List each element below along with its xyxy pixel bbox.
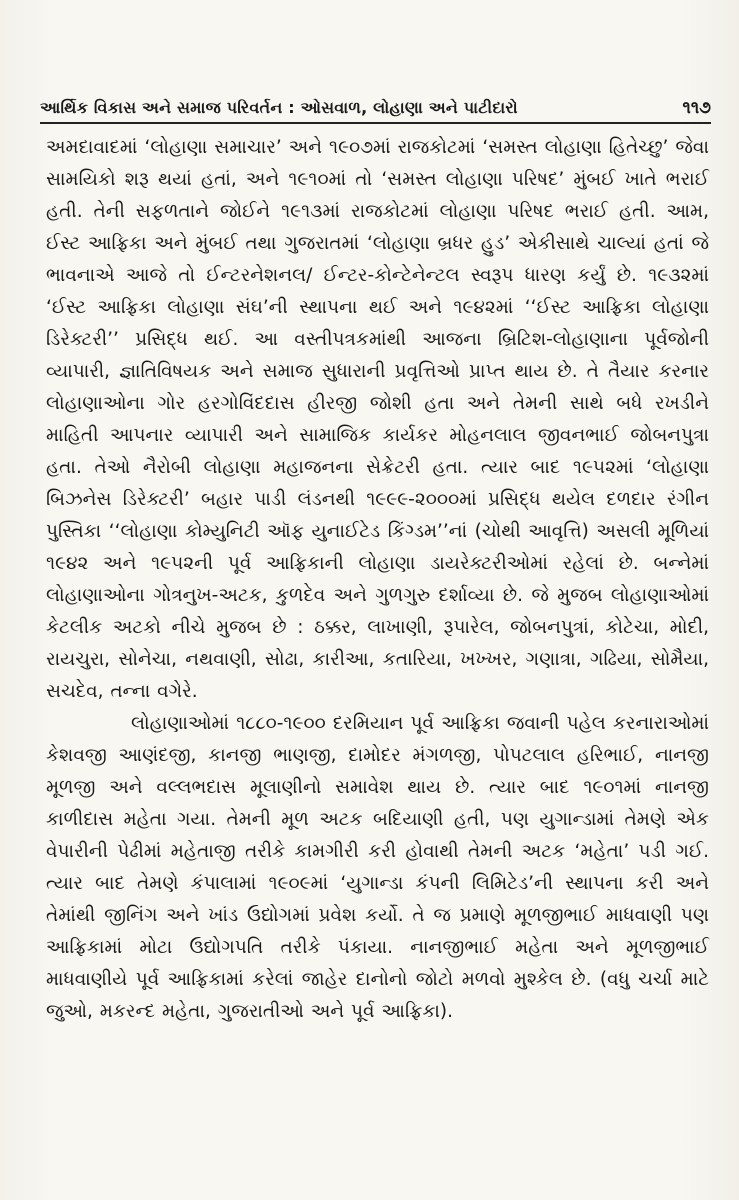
body-text [46,132,709,1164]
header-divider [40,122,711,124]
running-header [40,84,711,118]
chapter-title: આર્થિક વિકાસ અને સમાજ પરિવર્તન : ઓસવાળ, લોહાણા અને પાટીદારો [40,98,518,117]
page-number: ૧૧૭ [682,98,711,118]
paragraph-2: લોહાણાઓમાં ૧૮૮૦-૧૯૦૦ દરમિયાન પૂર્વ આફ્રિકા જવાની પહેલ કરનારાઓમાં કેશવજી આણંદજી, કાનજી ભાણજી, દામોદર મંગળજી, પોપટલાલ હરિભાઈ, નાનજી મૂળજી અને વલ્લભદાસ મૂલાણીનો સમાવેશ થાય છે. ત્યાર બાદ ૧૯૦૧માં નાનજી કાળીદાસ મહેતા ગયા. તેમની મૂળ અટક બદિયાણી હતી, પણ યુગાન્ડામાં તેમણે એક વેપારીની પેઢીમાં મહેતાજી તરીકે કામગીરી કરી હોવાથી તેમની અટક ‘મહેતા’ પડી ગઈ. ત્યાર બાદ તેમણે કંપાલામાં ૧૯૦૯માં ‘યુગાન્ડા કંપની લિમિટેડ’ની સ્થાપના કરી અને તેમાંથી જીનિંગ અને ખાંડ ઉદ્યોગમાં પ્રવેશ કર્યો. તે જ પ્રમાણે મૂળજીભાઈ માધવાણી પણ આફ્રિકામાં મોટા ઉદ્યોગપતિ તરીકે પંકાયા. નાનજીભાઈ મહેતા અને મૂળજીભાઈ માધવાણીયે પૂર્વ આફ્રિકામાં કરેલાં જાહેર દાનોનો જોટો મળવો મુશ્કેલ છે. (વધુ ચર્ચા માટે જુઓ, મકરન્દ મહેતા, ગુજરાતીઓ અને પૂર્વ આફ્રિકા). [46,713,709,1022]
paragraph-1: અમદાવાદમાં ‘લોહાણા સમાચાર’ અને ૧૯૦૭માં રાજકોટમાં ‘સમસ્ત લોહાણા હિતેચ્છુ’ જેવા સામયિકો શરૂ થયાં હતાં, અને ૧૯૧૦માં તો ‘સમસ્ત લોહાણા પરિષદ’ મુંબઈ ખાતે ભરાઈ હતી. તેની સફળતાને જોઈને ૧૯૧૩માં રાજકોટમાં લોહાણા પરિષદ ભરાઈ હતી. આમ, ઈસ્ટ આફ્રિકા અને મુંબઈ તથા ગુજરાતમાં ‘લોહાણા બ્રધર હુડ’ એકીસાથે ચાલ્યાં હતાં જે ભાવનાએ આજે તો ઈન્ટરનેશનલ/ ઈન્ટર-કોન્ટેનેન્ટલ સ્વરૂપ ધારણ કર્યું છે. ૧૯૩૨માં ‘ઈસ્ટ આફ્રિકા લોહાણા સંઘ’ની સ્થાપના થઈ અને ૧૯૪૨માં ‘‘ઈસ્ટ આફ્રિકા લોહાણા ડિરેક્ટરી’’ પ્રસિદ્ધ થઈ. આ વસ્તીપત્રકમાંથી આજના બ્રિટિશ-લોહાણાના પૂર્વજોની વ્યાપારી, જ્ઞાતિવિષયક અને સમાજ સુધારાની પ્રવૃત્તિઓ પ્રાપ્ત થાય છે. તે તૈયાર કરનાર લોહાણાઓના ગોર હરગોવિંદદાસ હીરજી જોશી હતા અને તેમની સાથે બધે રખડીને માહિતી આપનાર વ્યાપારી અને સામાજિક કાર્યકર મોહનલાલ જીવનભાઈ જોબનપુત્રા હતા. તેઓ નૈરોબી લોહાણા મહાજનના સેક્રેટરી હતા. ત્યાર બાદ ૧૯૫૨માં ‘લોહાણા બિઝનેસ ડિરેક્ટરી’ બહાર પાડી લંડનથી ૧૯૯૯-૨૦૦૦માં પ્રસિદ્ધ થયેલ દળદાર રંગીન પુસ્તિકા ‘‘લોહાણા કોમ્યુનિટી ઑફ યુનાઈટેડ કિંગ્ડમ’’નાં (ચોથી આવૃત્તિ) અસલી મૂળિયાં ૧૯૪૨ અને ૧૯૫૨ની પૂર્વ આફ્રિકાની લોહાણા ડાયરેક્ટરીઓમાં રહેલાં છે. બન્નેમાં લોહાણાઓના ગોત્રનુખ-અટક, કુળદેવ અને ગુળગુરુ દર્શાવ્યા છે. જે મુજબ લોહાણાઓમાં કેટલીક અટકો નીચે મુજબ છે : ઠક્કર, લાખાણી, રૂપારેલ, જોબનપુત્રાં, કોટેચા, મોદી, રાયચુરા, સોનેચા, નથવાણી, સોઢા, કારીઆ, કતારિયા, ખખ્ખર, ગણાત્રા, ગઢિયા, સોમૈયા, સચદેવ, તન્ના વગેરે. [46,137,709,702]
